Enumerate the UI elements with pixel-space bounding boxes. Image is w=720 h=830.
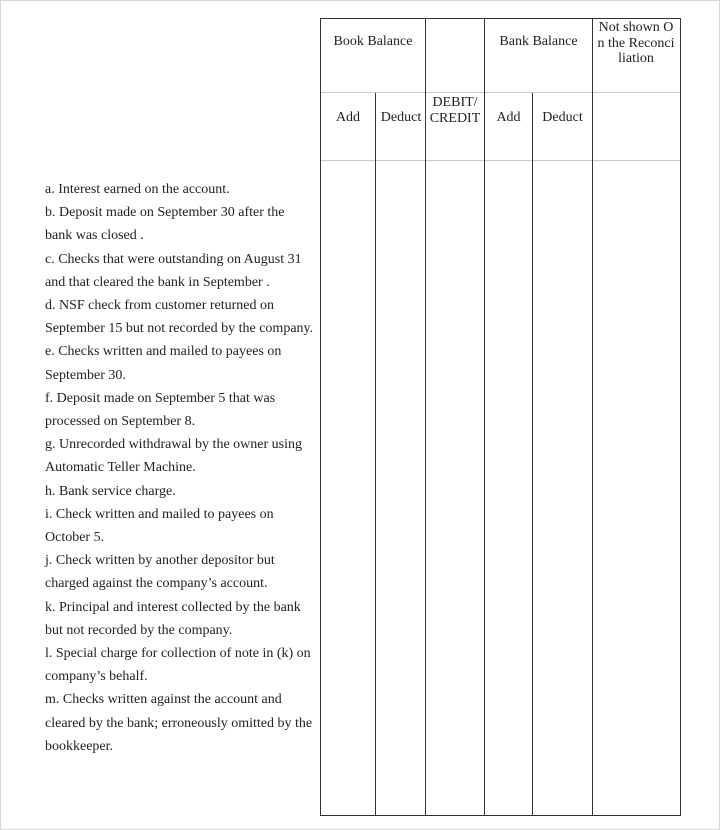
- item-c: c. Checks that were outstanding on August 31 and that cleared the bank in September .: [45, 251, 302, 290]
- table-top-border: [320, 18, 681, 19]
- col-line-debit-left: [425, 18, 426, 816]
- subheader-book-add: Add: [335, 110, 361, 125]
- col-line-debit-right: [484, 18, 485, 816]
- item-j: j. Check written by another depositor but charged against the company’s account.: [45, 553, 275, 592]
- subheader-book-deduct: Deduct: [380, 110, 422, 125]
- col-line-bank-split: [532, 93, 533, 816]
- col-line-notshown-left: [592, 18, 593, 816]
- header-bank-balance: Bank Balance: [499, 34, 578, 49]
- item-h: h. Bank service charge.: [45, 483, 176, 499]
- header-book-balance: Book Balance: [333, 34, 413, 49]
- subheader-bank-deduct: Deduct: [542, 110, 583, 125]
- item-a: a. Interest earned on the account.: [45, 182, 230, 197]
- header-not-shown: Not shown On the Reconciliation: [597, 20, 675, 66]
- transaction-items-list: [45, 178, 315, 758]
- item-l: l. Special charge for collection of note in (k) on company’s behalf.: [45, 646, 311, 685]
- col-line-right: [680, 18, 681, 816]
- subheader-debit-credit: DEBIT/ CREDIT: [429, 95, 481, 126]
- item-d: d. NSF check from customer returned on September 15 but not recorded by the company.: [45, 298, 314, 337]
- item-i: i. Check written and mailed to payees on October 5.: [45, 506, 274, 546]
- item-b: b. Deposit made on September 30 after the bank was closed .: [45, 205, 285, 244]
- item-f: f. Deposit made on September 5 that was processed on September 8.: [45, 390, 276, 430]
- subheader-bank-add: Add: [496, 110, 521, 125]
- item-m: m. Checks written against the account and cleared by the bank; erroneously omitted by the bookkeeper.: [45, 692, 313, 754]
- col-line-left: [320, 18, 321, 816]
- item-k: k. Principal and interest collected by the bank but not recorded by the company.: [45, 599, 301, 638]
- item-g: g. Unrecorded withdrawal by the owner using Automatic Teller Machine.: [45, 437, 302, 476]
- col-line-book-split: [375, 93, 376, 816]
- item-e: e. Checks written and mailed to payees on September 30.: [45, 344, 282, 383]
